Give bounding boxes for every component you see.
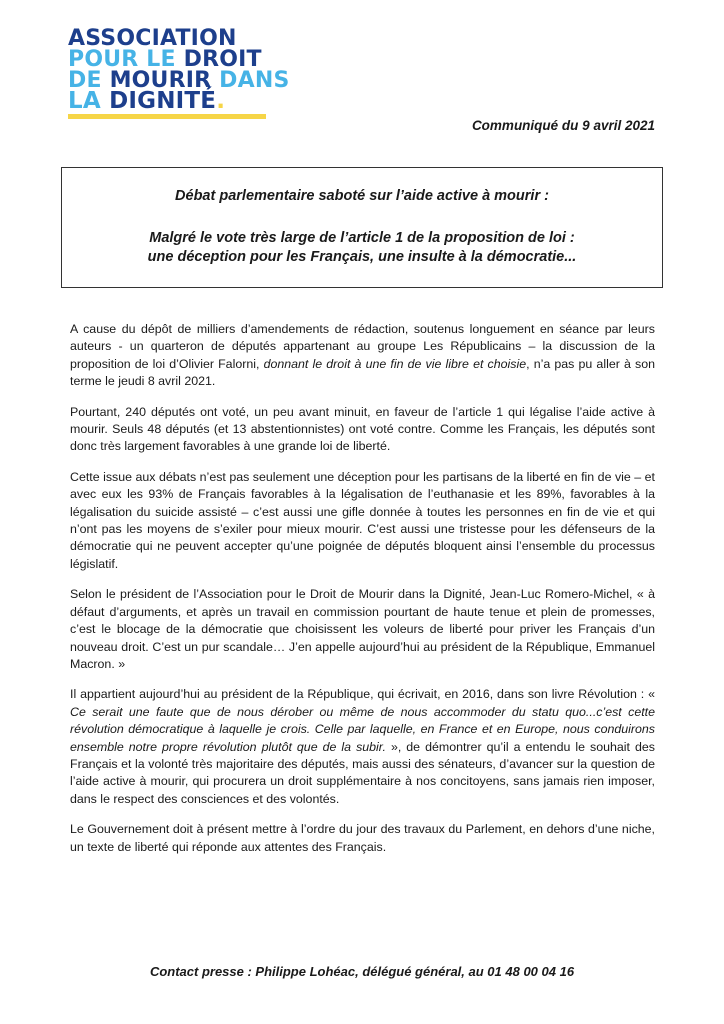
- paragraph-text: Il appartient aujourd’hui au président de la République, qui écrivait, en 2016, dans son livre Révolution : «: [70, 687, 655, 702]
- paragraph-text: », de démontrer qu’il a entendu le souhait des Français et la volonté très majoritaire des députés, mais aussi des sénateurs, d’avancer sur la question de l’aide active à mourir, qui procurera un droit supplémentaire à nos concitoyens, sans jamais rien imposer, dans le respect des consciences et des volontés.: [70, 739, 655, 806]
- press-release-body: [70, 321, 655, 869]
- logo-line-1: [68, 28, 278, 49]
- logo-word: LA: [68, 88, 101, 114]
- paragraph-text: A cause du dépôt de milliers d’amendements de rédaction, soutenus longuement en séance par leurs auteurs - un quarteron de députés appartenant au groupe Les Républicains – la discussion de la proposition de loi d’Olivier Falorni,: [70, 322, 655, 371]
- logo-word: DROIT: [183, 47, 262, 72]
- press-contact: Contact presse : Philippe Lohéac, délégué général, au 01 48 00 04 16: [149, 964, 575, 979]
- paragraph-1: [70, 321, 655, 391]
- logo-line-2: [68, 49, 278, 70]
- logo-word: ASSOCIATION: [68, 26, 237, 51]
- logo-word: DE: [68, 68, 102, 93]
- headline-line-2: Malgré le vote très large de l’article 1 de la proposition de loi :: [149, 230, 575, 246]
- logo-dot: .: [216, 88, 226, 114]
- association-logo: [68, 26, 290, 114]
- paragraph-3: Cette issue aux débats n’est pas seulement une déception pour les partisans de la liberté en fin de vie – et avec eux les 93% de Français favorables à la légalisation de l’euthanasie et les 89%, favorables à la légalisation du suicide assisté – c’est aussi une gifle donnée à toutes les personnes en fin de vie et qui n’ont pas les moyens de s’exiler pour mieux mourir. C’est aussi une tristesse pour les défenseurs de la démocratie qui ne peuvent accepter qu’une poignée de députés bloquent ainsi l’ensemble du processus législatif.: [70, 469, 655, 571]
- logo-word: POUR LE: [68, 47, 176, 72]
- logo-word: DANS: [219, 68, 290, 93]
- headline-box: [61, 167, 663, 288]
- paragraph-4: Selon le président de l’Association pour le Droit de Mourir dans la Dignité, Jean-Luc Romero-Michel, « à défaut d’arguments, et après un travail en commission pourtant de haute tenue et plein de promesses, c’est le blocage de la démocratie que choisissent les voleurs de liberté pour priver les Français d’un nouveau droit. C’est un pur scandale… J’en appelle aujourd’hui au président de la République, Emmanuel Macron. »: [70, 587, 655, 671]
- paragraph-quote: Ce serait une faute que de nous dérober ou même de nous accommoder du statu quo...c’est cette révolution démocratique à laquelle je crois. Celle par laquelle, en France et en Europe, nous conduirons ensemble notre propre révolution plutôt que de la subir.: [70, 704, 655, 754]
- logo-underline: [68, 114, 266, 119]
- paragraph-6: Le Gouvernement doit à présent mettre à l’ordre du jour des travaux du Parlement, en dehors d’une niche, un texte de liberté qui réponde aux attentes des Français.: [70, 822, 655, 854]
- paragraph-5: [70, 686, 655, 808]
- logo-word: MOURIR: [109, 68, 212, 93]
- headline-line-3: une déception pour les Français, une insulte à la démocratie...: [147, 249, 577, 265]
- logo-word: DIGNITÉ: [109, 88, 217, 114]
- headline-line-1: Débat parlementaire saboté sur l’aide active à mourir :: [175, 188, 549, 204]
- paragraph-2: Pourtant, 240 députés ont voté, un peu avant minuit, en faveur de l’article 1 qui légalise l’aide active à mourir. Seuls 48 députés (et 13 abstentionnistes) ont voté contre. Comme les Français, les députés sont donc très largement favorables à une grande loi de liberté.: [70, 404, 655, 454]
- paragraph-emphasis: donnant le droit à une fin de vie libre et choisie: [263, 356, 527, 371]
- logo-line-4: [68, 88, 278, 114]
- press-release-date: Communiqué du 9 avril 2021: [471, 118, 655, 133]
- paragraph-text: , n’a pas pu aller à son terme le jeudi 8 avril 2021.: [70, 356, 655, 389]
